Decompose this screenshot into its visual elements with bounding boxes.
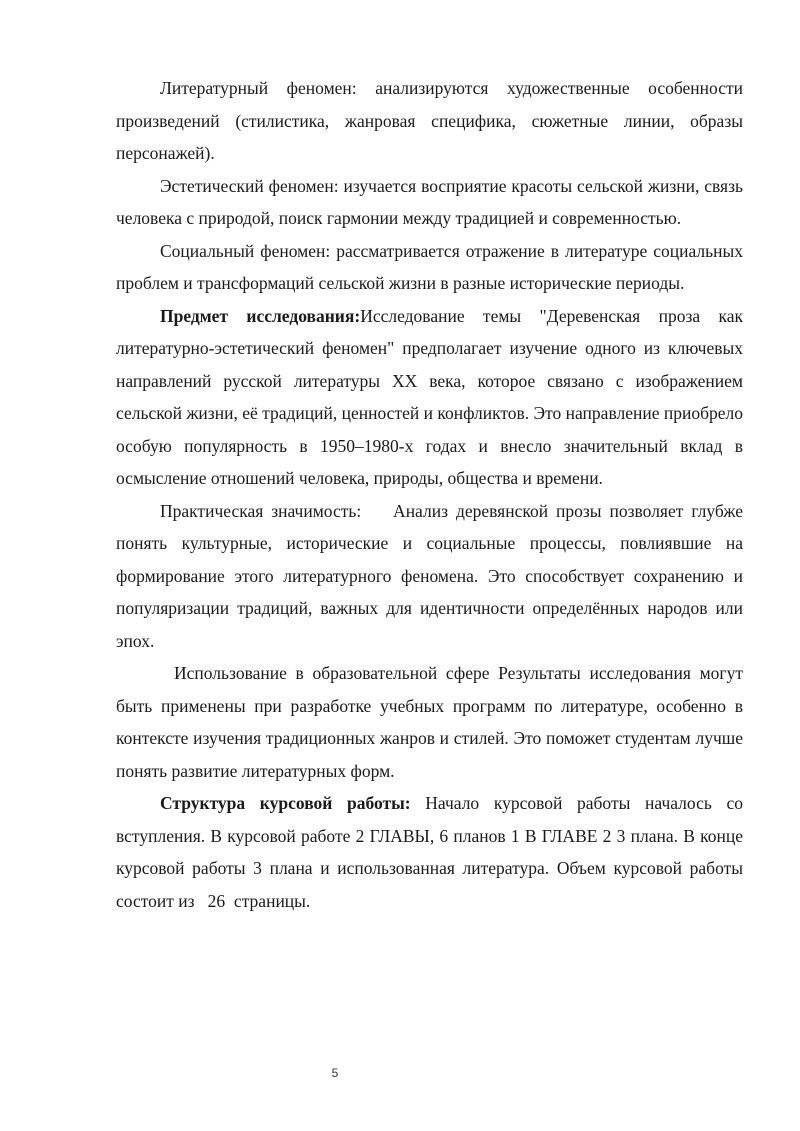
paragraph-text: Практическая значимость: Анализ деревянской прозы позволяет глубже понять культурные, исторические и социальные процессы, повлиявшие на формирование этого литературного феномена. Это способствует сохранению и популяризации традиций, важных для идентичности определённых народов или эпох. <box>116 500 748 651</box>
paragraph-literary-phenomenon <box>116 72 743 170</box>
paragraph-coursework-structure <box>116 787 748 917</box>
document-body <box>116 72 748 917</box>
paragraph-text: Исследование темы "Деревенская проза как литературно-эстетический феномен" предполагает изучение одного из ключевых направлений русской литературы XX века, которое связано с изображением сельской жизни, её традиций, ценностей и конфликтов. Это направление приобрело особую популярность в 1950–1980-х годах и внесло значительный вклад в осмысление отношений человека, природы, общества и времени. <box>116 305 743 488</box>
paragraph-text: Эстетический феномен: изучается восприятие красоты сельской жизни, связь человека с природой, поиск гармонии между традицией и современностью. <box>116 175 743 228</box>
paragraph-lead: Предмет исследования: <box>160 305 361 326</box>
paragraph-social-phenomenon <box>116 235 743 300</box>
page-number: 5 <box>331 1066 339 1080</box>
paragraph-practical-significance <box>116 495 748 658</box>
paragraph-text: Социальный феномен: рассматривается отражение в литературе социальных проблем и трансформаций сельской жизни в разные исторические периоды. <box>116 240 743 293</box>
paragraph-aesthetic-phenomenon <box>116 170 743 235</box>
paragraph-lead: Структура курсовой работы: <box>160 793 411 813</box>
paragraph-text: Начало курсовой работы началось со вступления. В курсовой работе 2 ГЛАВЫ, 6 планов 1 В ГЛАВЕ 2 3 плана. В конце курсовой работы 3 плана и использованная литература. Объем курсовой работы состоит из 26 страницы. <box>116 793 748 911</box>
paragraph-text: Литературный феномен: анализируются художественные особенности произведений (стилистика, жанровая специфика, сюжетные линии, образы персонажей). <box>116 78 743 163</box>
paragraph-educational-use <box>116 657 743 787</box>
paragraph-text: Использование в образовательной сфере Результаты исследования могут быть применены при разработке учебных программ по литературе, особенно в контексте изучения традиционных жанров и стилей. Это поможет студентам лучше понять развитие литературных форм. <box>116 663 743 781</box>
paragraph-research-subject <box>116 300 743 495</box>
